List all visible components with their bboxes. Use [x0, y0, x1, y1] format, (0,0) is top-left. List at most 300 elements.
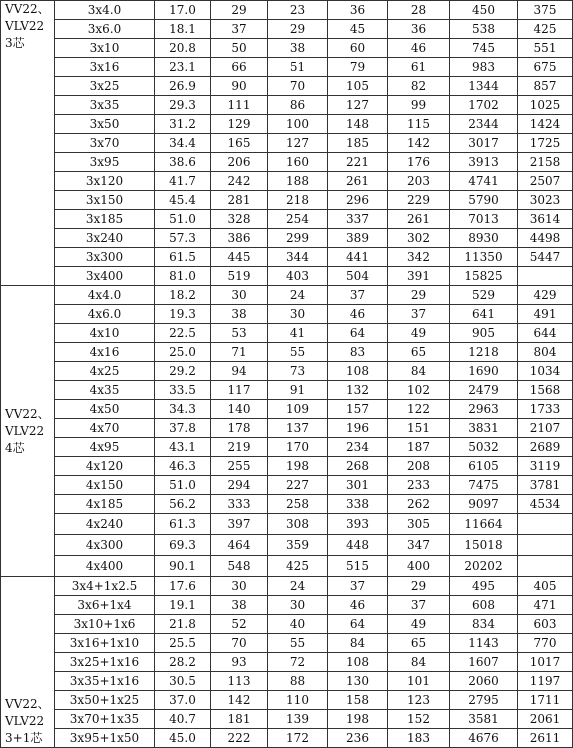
weight-cu-cell: 450 [450, 1, 518, 20]
current-air-al-cell: 88 [268, 672, 328, 691]
weight-cu-cell: 7013 [450, 210, 518, 229]
current-soil-cu-cell: 236 [328, 729, 388, 748]
spec-cell: 3x400 [55, 267, 155, 286]
current-soil-al-cell: 84 [388, 362, 450, 381]
table-row [1, 535, 573, 556]
weight-al-cell: 1733 [518, 400, 573, 419]
current-soil-cu-cell: 37 [328, 577, 388, 596]
current-soil-al-cell: 342 [388, 248, 450, 267]
current-soil-al-cell: 28 [388, 1, 450, 20]
current-air-al-cell: 72 [268, 653, 328, 672]
current-air-al-cell: 254 [268, 210, 328, 229]
current-soil-al-cell: 115 [388, 115, 450, 134]
weight-al-cell: 1197 [518, 672, 573, 691]
outer-diameter-cell: 69.3 [155, 535, 211, 556]
current-soil-al-cell: 49 [388, 324, 450, 343]
current-soil-al-cell: 400 [388, 556, 450, 577]
current-soil-cu-cell: 221 [328, 153, 388, 172]
spec-cell: 4x240 [55, 514, 155, 535]
outer-diameter-cell: 29.3 [155, 96, 211, 115]
outer-diameter-cell: 45.4 [155, 191, 211, 210]
spec-cell: 3x150 [55, 191, 155, 210]
table-body [1, 1, 573, 748]
weight-al-cell [518, 535, 573, 556]
table-row [1, 419, 573, 438]
table-row [1, 267, 573, 286]
current-air-cu-cell: 37 [211, 20, 268, 39]
current-air-al-cell: 170 [268, 438, 328, 457]
current-soil-al-cell: 84 [388, 653, 450, 672]
weight-cu-cell: 3913 [450, 153, 518, 172]
current-soil-al-cell: 142 [388, 134, 450, 153]
table-row [1, 77, 573, 96]
weight-cu-cell: 1344 [450, 77, 518, 96]
outer-diameter-cell: 46.3 [155, 457, 211, 476]
current-soil-cu-cell: 83 [328, 343, 388, 362]
weight-al-cell: 675 [518, 58, 573, 77]
weight-cu-cell: 1690 [450, 362, 518, 381]
current-air-al-cell: 137 [268, 419, 328, 438]
current-soil-al-cell: 261 [388, 210, 450, 229]
weight-cu-cell: 495 [450, 577, 518, 596]
current-air-cu-cell: 142 [211, 691, 268, 710]
current-air-al-cell: 110 [268, 691, 328, 710]
weight-cu-cell: 3581 [450, 710, 518, 729]
outer-diameter-cell: 81.0 [155, 267, 211, 286]
table-row [1, 400, 573, 419]
current-air-al-cell: 308 [268, 514, 328, 535]
current-air-al-cell: 23 [268, 1, 328, 20]
current-soil-cu-cell: 389 [328, 229, 388, 248]
table-row [1, 115, 573, 134]
current-air-al-cell: 359 [268, 535, 328, 556]
current-air-al-cell: 258 [268, 495, 328, 514]
current-soil-al-cell: 347 [388, 535, 450, 556]
current-soil-al-cell: 187 [388, 438, 450, 457]
spec-cell: 4x10 [55, 324, 155, 343]
current-air-cu-cell: 52 [211, 615, 268, 634]
outer-diameter-cell: 26.9 [155, 77, 211, 96]
current-soil-cu-cell: 198 [328, 710, 388, 729]
spec-cell: 3x6+1x4 [55, 596, 155, 615]
model-label-cell: VV22、 VLV22 3芯 [1, 1, 55, 286]
current-soil-cu-cell: 105 [328, 77, 388, 96]
weight-al-cell: 3614 [518, 210, 573, 229]
current-air-cu-cell: 242 [211, 172, 268, 191]
outer-diameter-cell: 38.6 [155, 153, 211, 172]
outer-diameter-cell: 31.2 [155, 115, 211, 134]
spec-cell: 4x150 [55, 476, 155, 495]
weight-al-cell: 644 [518, 324, 573, 343]
outer-diameter-cell: 51.0 [155, 210, 211, 229]
weight-al-cell: 551 [518, 39, 573, 58]
outer-diameter-cell: 28.2 [155, 653, 211, 672]
current-air-cu-cell: 111 [211, 96, 268, 115]
outer-diameter-cell: 41.7 [155, 172, 211, 191]
weight-cu-cell: 5790 [450, 191, 518, 210]
current-soil-al-cell: 262 [388, 495, 450, 514]
current-air-cu-cell: 113 [211, 672, 268, 691]
table-row [1, 324, 573, 343]
weight-al-cell: 2158 [518, 153, 573, 172]
outer-diameter-cell: 22.5 [155, 324, 211, 343]
table-row [1, 596, 573, 615]
table-row [1, 153, 573, 172]
weight-al-cell: 857 [518, 77, 573, 96]
spec-cell: 3x95+1x50 [55, 729, 155, 748]
spec-cell: 3x70+1x35 [55, 710, 155, 729]
outer-diameter-cell: 23.1 [155, 58, 211, 77]
table-row [1, 286, 573, 305]
current-soil-cu-cell: 296 [328, 191, 388, 210]
weight-cu-cell: 3017 [450, 134, 518, 153]
current-soil-al-cell: 176 [388, 153, 450, 172]
outer-diameter-cell: 90.1 [155, 556, 211, 577]
current-air-cu-cell: 29 [211, 1, 268, 20]
weight-al-cell: 471 [518, 596, 573, 615]
weight-cu-cell: 983 [450, 58, 518, 77]
spec-cell: 3x25+1x16 [55, 653, 155, 672]
spec-cell: 3x120 [55, 172, 155, 191]
current-air-al-cell: 218 [268, 191, 328, 210]
weight-cu-cell: 5032 [450, 438, 518, 457]
current-soil-cu-cell: 448 [328, 535, 388, 556]
outer-diameter-cell: 34.4 [155, 134, 211, 153]
weight-cu-cell: 641 [450, 305, 518, 324]
table-row [1, 514, 573, 535]
current-soil-cu-cell: 60 [328, 39, 388, 58]
model-label-cell: VV22、 VLV22 4芯 [1, 286, 55, 577]
spec-cell: 4x16 [55, 343, 155, 362]
current-soil-al-cell: 65 [388, 343, 450, 362]
current-soil-al-cell: 46 [388, 39, 450, 58]
current-air-al-cell: 299 [268, 229, 328, 248]
weight-al-cell: 2107 [518, 419, 573, 438]
current-air-cu-cell: 38 [211, 596, 268, 615]
outer-diameter-cell: 18.1 [155, 20, 211, 39]
weight-al-cell: 4498 [518, 229, 573, 248]
current-soil-cu-cell: 338 [328, 495, 388, 514]
current-soil-cu-cell: 46 [328, 596, 388, 615]
table-row [1, 691, 573, 710]
current-air-al-cell: 55 [268, 343, 328, 362]
current-soil-cu-cell: 64 [328, 615, 388, 634]
current-air-al-cell: 38 [268, 39, 328, 58]
outer-diameter-cell: 51.0 [155, 476, 211, 495]
current-air-cu-cell: 30 [211, 286, 268, 305]
table-row [1, 710, 573, 729]
table-row [1, 438, 573, 457]
table-row [1, 634, 573, 653]
outer-diameter-cell: 33.5 [155, 381, 211, 400]
current-air-al-cell: 24 [268, 577, 328, 596]
current-air-cu-cell: 50 [211, 39, 268, 58]
spec-cell: 3x4+1x2.5 [55, 577, 155, 596]
weight-al-cell: 1725 [518, 134, 573, 153]
table-row [1, 96, 573, 115]
current-air-cu-cell: 38 [211, 305, 268, 324]
spec-cell: 3x50+1x25 [55, 691, 155, 710]
weight-al-cell: 2611 [518, 729, 573, 748]
spec-cell: 3x50 [55, 115, 155, 134]
current-air-al-cell: 172 [268, 729, 328, 748]
outer-diameter-cell: 45.0 [155, 729, 211, 748]
current-soil-cu-cell: 45 [328, 20, 388, 39]
outer-diameter-cell: 21.8 [155, 615, 211, 634]
weight-cu-cell: 2795 [450, 691, 518, 710]
current-air-al-cell: 188 [268, 172, 328, 191]
current-air-cu-cell: 93 [211, 653, 268, 672]
table-row [1, 556, 573, 577]
current-soil-cu-cell: 234 [328, 438, 388, 457]
weight-al-cell: 804 [518, 343, 573, 362]
weight-cu-cell: 11350 [450, 248, 518, 267]
current-air-cu-cell: 206 [211, 153, 268, 172]
weight-al-cell [518, 556, 573, 577]
current-soil-al-cell: 123 [388, 691, 450, 710]
current-air-cu-cell: 94 [211, 362, 268, 381]
current-soil-al-cell: 37 [388, 596, 450, 615]
current-soil-cu-cell: 504 [328, 267, 388, 286]
current-air-cu-cell: 255 [211, 457, 268, 476]
spec-cell: 3x6.0 [55, 20, 155, 39]
outer-diameter-cell: 61.5 [155, 248, 211, 267]
current-air-cu-cell: 129 [211, 115, 268, 134]
table-row [1, 457, 573, 476]
current-soil-al-cell: 305 [388, 514, 450, 535]
current-air-al-cell: 51 [268, 58, 328, 77]
current-air-al-cell: 29 [268, 20, 328, 39]
weight-al-cell: 5447 [518, 248, 573, 267]
current-air-al-cell: 24 [268, 286, 328, 305]
current-air-cu-cell: 53 [211, 324, 268, 343]
spec-cell: 4x300 [55, 535, 155, 556]
current-air-cu-cell: 90 [211, 77, 268, 96]
table-row [1, 305, 573, 324]
table-row [1, 577, 573, 596]
weight-cu-cell: 9097 [450, 495, 518, 514]
current-soil-al-cell: 82 [388, 77, 450, 96]
table-row [1, 210, 573, 229]
weight-al-cell: 425 [518, 20, 573, 39]
current-soil-cu-cell: 515 [328, 556, 388, 577]
current-soil-cu-cell: 441 [328, 248, 388, 267]
table-row [1, 362, 573, 381]
spec-cell: 3x10+1x6 [55, 615, 155, 634]
current-air-cu-cell: 328 [211, 210, 268, 229]
table-row [1, 343, 573, 362]
current-soil-al-cell: 102 [388, 381, 450, 400]
weight-cu-cell: 1143 [450, 634, 518, 653]
current-soil-al-cell: 101 [388, 672, 450, 691]
table-row [1, 172, 573, 191]
current-air-al-cell: 127 [268, 134, 328, 153]
weight-cu-cell: 608 [450, 596, 518, 615]
current-soil-al-cell: 208 [388, 457, 450, 476]
weight-al-cell: 4534 [518, 495, 573, 514]
current-air-cu-cell: 70 [211, 634, 268, 653]
table-row [1, 248, 573, 267]
table-row [1, 1, 573, 20]
spec-cell: 3x16 [55, 58, 155, 77]
current-soil-al-cell: 183 [388, 729, 450, 748]
current-soil-cu-cell: 36 [328, 1, 388, 20]
weight-al-cell: 3781 [518, 476, 573, 495]
weight-cu-cell: 2479 [450, 381, 518, 400]
current-soil-cu-cell: 64 [328, 324, 388, 343]
weight-al-cell: 491 [518, 305, 573, 324]
outer-diameter-cell: 37.0 [155, 691, 211, 710]
outer-diameter-cell: 57.3 [155, 229, 211, 248]
current-soil-cu-cell: 108 [328, 362, 388, 381]
spec-cell: 4x4.0 [55, 286, 155, 305]
weight-al-cell: 3023 [518, 191, 573, 210]
table-row [1, 653, 573, 672]
weight-al-cell: 603 [518, 615, 573, 634]
current-soil-al-cell: 37 [388, 305, 450, 324]
current-soil-cu-cell: 301 [328, 476, 388, 495]
spec-cell: 4x185 [55, 495, 155, 514]
weight-al-cell: 2689 [518, 438, 573, 457]
table-row [1, 672, 573, 691]
current-air-cu-cell: 140 [211, 400, 268, 419]
outer-diameter-cell: 18.2 [155, 286, 211, 305]
weight-cu-cell: 4676 [450, 729, 518, 748]
current-soil-al-cell: 29 [388, 577, 450, 596]
spec-cell: 4x70 [55, 419, 155, 438]
table-row [1, 495, 573, 514]
outer-diameter-cell: 61.3 [155, 514, 211, 535]
current-soil-cu-cell: 130 [328, 672, 388, 691]
current-air-al-cell: 41 [268, 324, 328, 343]
current-soil-al-cell: 65 [388, 634, 450, 653]
current-air-al-cell: 344 [268, 248, 328, 267]
weight-cu-cell: 15018 [450, 535, 518, 556]
outer-diameter-cell: 25.5 [155, 634, 211, 653]
weight-cu-cell: 1702 [450, 96, 518, 115]
outer-diameter-cell: 19.3 [155, 305, 211, 324]
current-air-cu-cell: 397 [211, 514, 268, 535]
weight-al-cell: 1424 [518, 115, 573, 134]
current-soil-al-cell: 49 [388, 615, 450, 634]
current-soil-cu-cell: 196 [328, 419, 388, 438]
current-air-cu-cell: 30 [211, 577, 268, 596]
table-row [1, 381, 573, 400]
current-soil-cu-cell: 84 [328, 634, 388, 653]
table-row [1, 229, 573, 248]
table-row [1, 729, 573, 748]
outer-diameter-cell: 43.1 [155, 438, 211, 457]
weight-cu-cell: 1218 [450, 343, 518, 362]
current-air-al-cell: 403 [268, 267, 328, 286]
current-air-cu-cell: 333 [211, 495, 268, 514]
weight-al-cell: 3119 [518, 457, 573, 476]
weight-cu-cell: 834 [450, 615, 518, 634]
weight-cu-cell: 529 [450, 286, 518, 305]
spec-cell: 3x185 [55, 210, 155, 229]
outer-diameter-cell: 20.8 [155, 39, 211, 58]
outer-diameter-cell: 17.6 [155, 577, 211, 596]
weight-al-cell: 1568 [518, 381, 573, 400]
spec-cell: 4x50 [55, 400, 155, 419]
outer-diameter-cell: 25.0 [155, 343, 211, 362]
weight-al-cell: 1711 [518, 691, 573, 710]
outer-diameter-cell: 17.0 [155, 1, 211, 20]
outer-diameter-cell: 40.7 [155, 710, 211, 729]
current-air-cu-cell: 117 [211, 381, 268, 400]
current-air-cu-cell: 71 [211, 343, 268, 362]
current-soil-al-cell: 152 [388, 710, 450, 729]
weight-cu-cell: 745 [450, 39, 518, 58]
spec-cell: 3x4.0 [55, 1, 155, 20]
current-soil-al-cell: 233 [388, 476, 450, 495]
current-air-al-cell: 70 [268, 77, 328, 96]
current-soil-cu-cell: 148 [328, 115, 388, 134]
current-air-al-cell: 227 [268, 476, 328, 495]
table-row [1, 191, 573, 210]
spec-cell: 3x95 [55, 153, 155, 172]
weight-cu-cell: 11664 [450, 514, 518, 535]
current-soil-cu-cell: 37 [328, 286, 388, 305]
current-air-cu-cell: 445 [211, 248, 268, 267]
spec-cell: 3x10 [55, 39, 155, 58]
weight-cu-cell: 2344 [450, 115, 518, 134]
spec-cell: 4x25 [55, 362, 155, 381]
current-soil-al-cell: 302 [388, 229, 450, 248]
weight-al-cell: 1025 [518, 96, 573, 115]
current-soil-cu-cell: 185 [328, 134, 388, 153]
current-soil-cu-cell: 132 [328, 381, 388, 400]
spec-cell: 4x400 [55, 556, 155, 577]
current-soil-cu-cell: 261 [328, 172, 388, 191]
current-soil-al-cell: 122 [388, 400, 450, 419]
weight-al-cell: 1017 [518, 653, 573, 672]
current-soil-cu-cell: 46 [328, 305, 388, 324]
weight-al-cell: 429 [518, 286, 573, 305]
current-air-al-cell: 139 [268, 710, 328, 729]
table-row [1, 39, 573, 58]
spec-cell: 4x120 [55, 457, 155, 476]
current-soil-al-cell: 99 [388, 96, 450, 115]
spec-cell: 3x35+1x16 [55, 672, 155, 691]
current-air-al-cell: 100 [268, 115, 328, 134]
current-air-al-cell: 55 [268, 634, 328, 653]
weight-al-cell: 2507 [518, 172, 573, 191]
weight-al-cell: 2061 [518, 710, 573, 729]
current-air-al-cell: 30 [268, 596, 328, 615]
outer-diameter-cell: 34.3 [155, 400, 211, 419]
current-soil-al-cell: 29 [388, 286, 450, 305]
current-soil-cu-cell: 127 [328, 96, 388, 115]
weight-al-cell: 405 [518, 577, 573, 596]
weight-al-cell [518, 267, 573, 286]
current-air-al-cell: 91 [268, 381, 328, 400]
spec-cell: 3x70 [55, 134, 155, 153]
current-soil-cu-cell: 157 [328, 400, 388, 419]
spec-cell: 3x300 [55, 248, 155, 267]
current-air-cu-cell: 222 [211, 729, 268, 748]
weight-al-cell: 375 [518, 1, 573, 20]
spec-cell: 3x25 [55, 77, 155, 96]
spec-cell: 3x16+1x10 [55, 634, 155, 653]
weight-cu-cell: 905 [450, 324, 518, 343]
current-air-al-cell: 73 [268, 362, 328, 381]
current-air-cu-cell: 181 [211, 710, 268, 729]
outer-diameter-cell: 37.8 [155, 419, 211, 438]
current-soil-cu-cell: 337 [328, 210, 388, 229]
outer-diameter-cell: 29.2 [155, 362, 211, 381]
table-row [1, 134, 573, 153]
